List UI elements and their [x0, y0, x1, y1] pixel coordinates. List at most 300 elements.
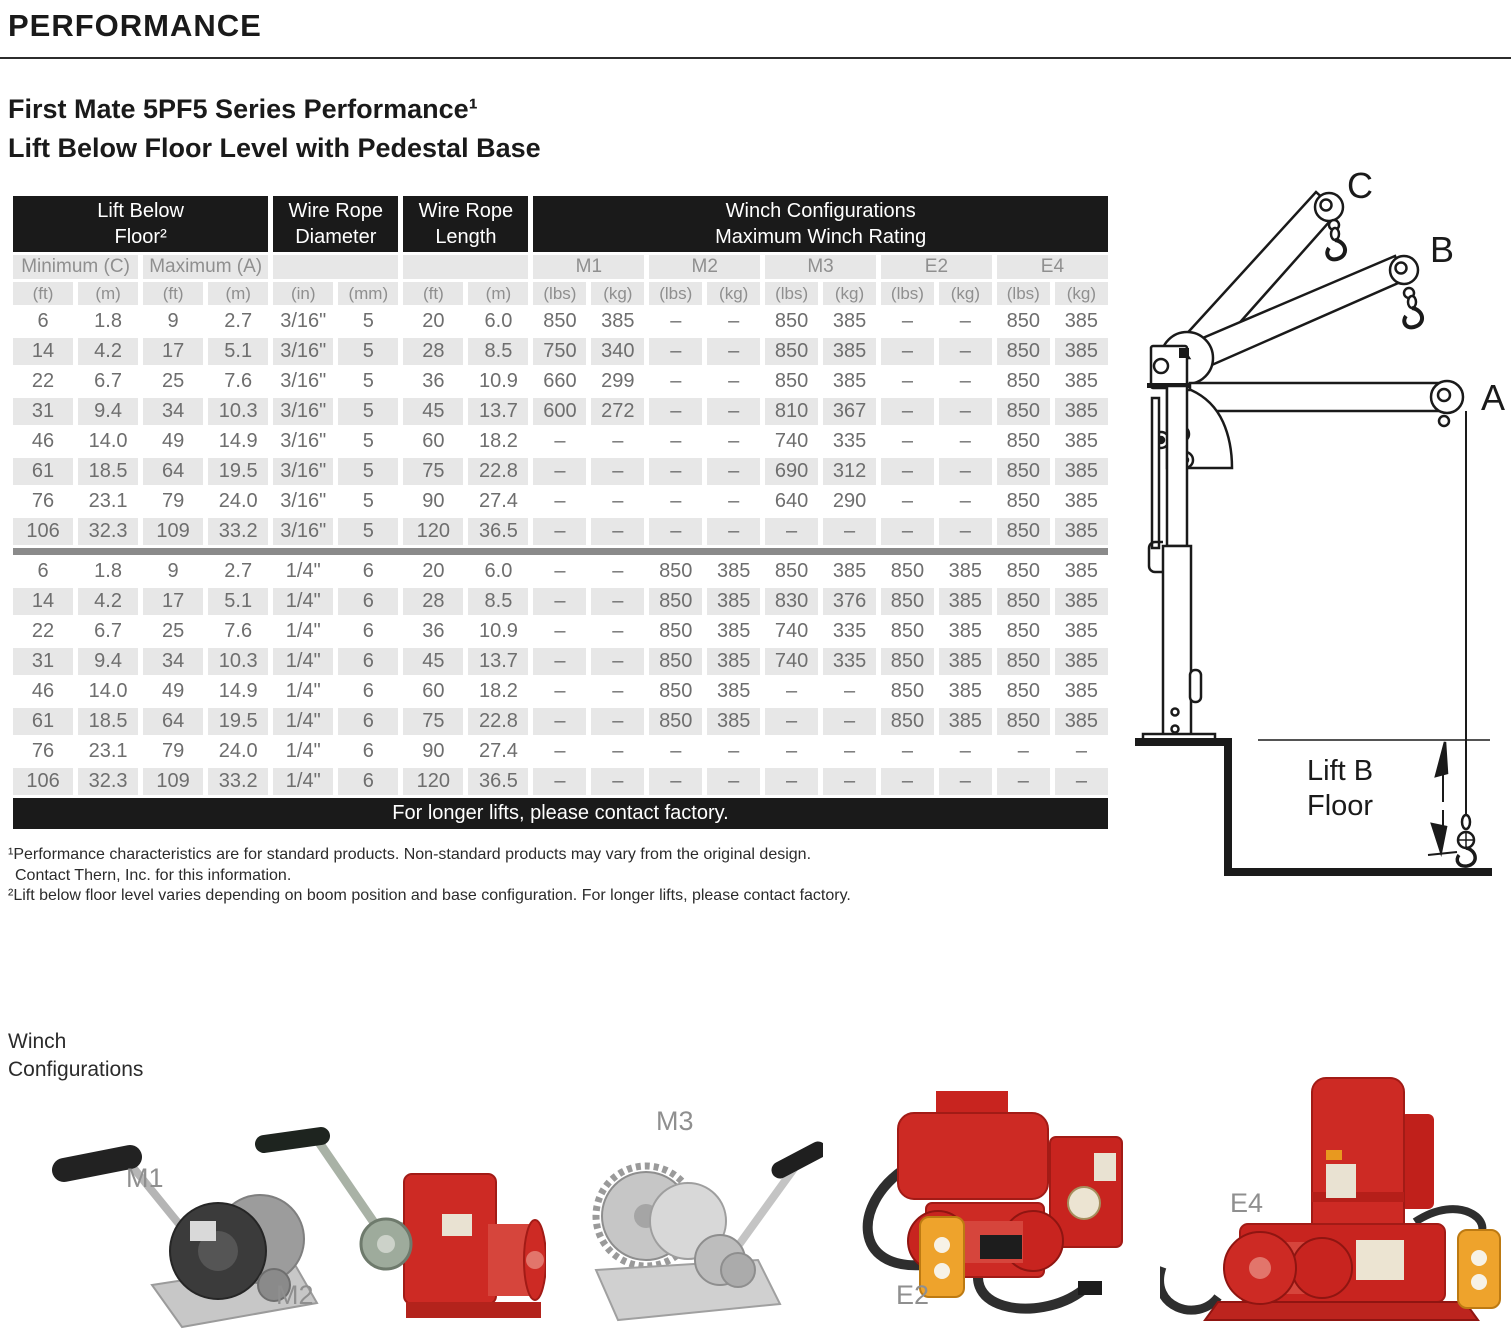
subheader-m2: M2: [649, 255, 760, 279]
table-cell: 3/16": [273, 458, 333, 485]
table-cell: 385: [939, 648, 992, 675]
unit-cell: (lbs): [765, 282, 818, 305]
table-cell: 290: [823, 488, 876, 515]
table-cell: 6.0: [468, 308, 528, 335]
table-row: [13, 338, 1108, 365]
unit-cell: (lbs): [649, 282, 702, 305]
subheader-e4: E4: [997, 255, 1108, 279]
table-cell: –: [649, 308, 702, 335]
table-cell: –: [939, 428, 992, 455]
table-cell: –: [649, 768, 702, 795]
table-cell: 36.5: [468, 768, 528, 795]
table-cell: 34: [143, 398, 203, 425]
table-cell: 6: [338, 558, 398, 585]
unit-cell: (lbs): [997, 282, 1050, 305]
table-cell: –: [939, 768, 992, 795]
table-cell: 6: [338, 768, 398, 795]
table-cell: 5: [338, 398, 398, 425]
table-cell: 1.8: [78, 558, 138, 585]
table-cell: 60: [403, 678, 463, 705]
table-cell: 850: [997, 618, 1050, 645]
table-cell: –: [649, 488, 702, 515]
table-cell: 385: [707, 648, 760, 675]
unit-cell: (kg): [1055, 282, 1108, 305]
table-cell: 5: [338, 518, 398, 545]
boom-a: [1190, 383, 1448, 411]
table-cell: 385: [939, 618, 992, 645]
table-cell: 385: [823, 558, 876, 585]
table-cell: 18.2: [468, 428, 528, 455]
table-cell: 810: [765, 398, 818, 425]
table-cell: 76: [13, 738, 73, 765]
table-cell: 23.1: [78, 738, 138, 765]
table-cell: 385: [1055, 518, 1108, 545]
table-cell: –: [765, 678, 818, 705]
footnotes: [8, 845, 851, 907]
table-cell: 750: [533, 338, 586, 365]
subheader-blank: [273, 255, 398, 279]
table-cell: 272: [591, 398, 644, 425]
table-cell: 5: [338, 488, 398, 515]
table-cell: –: [649, 428, 702, 455]
table-cell: 36.5: [468, 518, 528, 545]
table-cell: –: [533, 708, 586, 735]
table-cell: 6: [338, 678, 398, 705]
table-cell: 2.7: [208, 558, 268, 585]
table-cell: 7.6: [208, 618, 268, 645]
table-row: [13, 558, 1108, 585]
table-cell: 90: [403, 738, 463, 765]
table-cell: 60: [403, 428, 463, 455]
table-cell: –: [997, 768, 1050, 795]
table-cell: –: [881, 338, 934, 365]
table-cell: 850: [881, 708, 934, 735]
table-cell: 9.4: [78, 398, 138, 425]
table-cell: –: [1055, 768, 1108, 795]
table-row: [13, 398, 1108, 425]
table-cell: 335: [823, 648, 876, 675]
table-cell: –: [649, 738, 702, 765]
page-title: [8, 90, 541, 168]
table-cell: –: [591, 518, 644, 545]
table-cell: 109: [143, 768, 203, 795]
table-cell: –: [533, 428, 586, 455]
subheader-m1: M1: [533, 255, 644, 279]
table-cell: 49: [143, 428, 203, 455]
table-cell: –: [707, 368, 760, 395]
footnote-1-cont: Contact Thern, Inc. for this information.: [15, 866, 292, 884]
table-cell: 4.2: [78, 588, 138, 615]
table-cell: 6.7: [78, 368, 138, 395]
table-cell: 90: [403, 488, 463, 515]
table-cell: 385: [591, 308, 644, 335]
table-cell: 9.4: [78, 648, 138, 675]
table-cell: 385: [1055, 368, 1108, 395]
table-cell: –: [823, 518, 876, 545]
table-cell: 8.5: [468, 338, 528, 365]
table-cell: 31: [13, 648, 73, 675]
unit-cell: (in): [273, 282, 333, 305]
table-cell: –: [939, 518, 992, 545]
col-group-winch-configurations: Winch Configurations Maximum Winch Rating: [533, 196, 1108, 252]
table-cell: –: [881, 768, 934, 795]
table-cell: 1/4": [273, 588, 333, 615]
table-cell: 335: [823, 618, 876, 645]
table-cell: –: [939, 368, 992, 395]
table-cell: 850: [765, 308, 818, 335]
table-cell: 385: [707, 708, 760, 735]
unit-cell: (ft): [13, 282, 73, 305]
table-cell: 385: [823, 368, 876, 395]
table-cell: –: [707, 488, 760, 515]
table-cell: 385: [1055, 708, 1108, 735]
table-cell: 3/16": [273, 518, 333, 545]
hook-c-icon: [1327, 240, 1345, 259]
table-cell: 385: [707, 678, 760, 705]
table-cell: 10.9: [468, 368, 528, 395]
table-cell: 850: [765, 558, 818, 585]
table-cell: 49: [143, 678, 203, 705]
winch-label-m1: M1: [126, 1163, 164, 1193]
table-cell: 109: [143, 518, 203, 545]
unit-cell: (ft): [403, 282, 463, 305]
table-cell: 335: [823, 428, 876, 455]
table-cell: 850: [997, 398, 1050, 425]
table-cell: 376: [823, 588, 876, 615]
table-cell: 18.5: [78, 458, 138, 485]
table-cell: 6: [13, 308, 73, 335]
table-cell: 385: [1055, 648, 1108, 675]
table-cell: –: [591, 558, 644, 585]
table-cell: –: [939, 338, 992, 365]
table-cell: 22: [13, 618, 73, 645]
col-group-wire-rope-length: Wire Rope Length: [403, 196, 528, 252]
subheader-maximum: Maximum (A): [143, 255, 268, 279]
page-title-line1: First Mate 5PF5 Series Performance¹: [8, 94, 478, 124]
table-cell: 850: [649, 678, 702, 705]
table-cell: 24.0: [208, 738, 268, 765]
header-rule: [0, 57, 1511, 59]
winch-label-e2: E2: [896, 1280, 930, 1310]
table-cell: –: [591, 488, 644, 515]
table-cell: –: [649, 518, 702, 545]
units-row: [13, 282, 1108, 305]
table-cell: –: [881, 518, 934, 545]
table-cell: –: [591, 768, 644, 795]
table-cell: –: [533, 588, 586, 615]
table-cell: 3/16": [273, 428, 333, 455]
table-cell: 79: [143, 488, 203, 515]
table-cell: 850: [649, 588, 702, 615]
table-cell: –: [649, 338, 702, 365]
diagram-note-line2: Floor: [1307, 790, 1374, 822]
table-cell: –: [881, 738, 934, 765]
table-cell: 340: [591, 338, 644, 365]
table-cell: 14.9: [208, 428, 268, 455]
unit-cell: (kg): [591, 282, 644, 305]
table-row: [13, 368, 1108, 395]
table-row: [13, 588, 1108, 615]
table-cell: 690: [765, 458, 818, 485]
table-cell: 850: [997, 308, 1050, 335]
table-cell: 34: [143, 648, 203, 675]
table-cell: 20: [403, 308, 463, 335]
table-cell: 5: [338, 338, 398, 365]
table-cell: –: [881, 398, 934, 425]
table-row: [13, 518, 1108, 545]
table-cell: 385: [823, 308, 876, 335]
table-cell: 385: [823, 338, 876, 365]
table-body: [13, 308, 1108, 795]
unit-cell: (m): [468, 282, 528, 305]
table-cell: 6: [338, 648, 398, 675]
table-cell: –: [707, 768, 760, 795]
table-cell: 27.4: [468, 738, 528, 765]
table-cell: 33.2: [208, 768, 268, 795]
table-cell: 5: [338, 428, 398, 455]
table-cell: –: [881, 368, 934, 395]
table-row: [13, 488, 1108, 515]
table-cell: 740: [765, 618, 818, 645]
mast-upper: [1167, 386, 1187, 546]
footnote-1: ¹Performance characteristics are for standard products. Non-standard products may vary from the original design.: [8, 846, 812, 863]
winch-photo-e4: [1160, 1072, 1511, 1331]
table-cell: 385: [1055, 458, 1108, 485]
table-cell: 14: [13, 588, 73, 615]
table-cell: 25: [143, 368, 203, 395]
table-cell: 850: [997, 368, 1050, 395]
table-cell: 9: [143, 558, 203, 585]
table-cell: 79: [143, 738, 203, 765]
table-cell: 6: [338, 588, 398, 615]
table-cell: –: [823, 678, 876, 705]
table-cell: –: [533, 648, 586, 675]
table-cell: 1/4": [273, 768, 333, 795]
table-cell: 33.2: [208, 518, 268, 545]
table-cell: –: [823, 738, 876, 765]
table-cell: 385: [1055, 488, 1108, 515]
table-row: [13, 738, 1108, 765]
table-cell: 385: [707, 618, 760, 645]
table-cell: 8.5: [468, 588, 528, 615]
table-cell: –: [765, 768, 818, 795]
unit-cell: (m): [208, 282, 268, 305]
table-cell: 4.2: [78, 338, 138, 365]
table-cell: 18.2: [468, 678, 528, 705]
table-cell: –: [591, 738, 644, 765]
table-cell: 600: [533, 398, 586, 425]
table-cell: 17: [143, 338, 203, 365]
table-cell: –: [649, 398, 702, 425]
table-cell: 6.7: [78, 618, 138, 645]
table-cell: 7.6: [208, 368, 268, 395]
table-cell: –: [823, 708, 876, 735]
table-row: [13, 708, 1108, 735]
table-cell: 385: [1055, 338, 1108, 365]
table-row: [13, 458, 1108, 485]
table-cell: 32.3: [78, 768, 138, 795]
table-cell: 385: [939, 708, 992, 735]
winch-label-m2: M2: [276, 1280, 314, 1310]
page-kicker: PERFORMANCE: [8, 8, 262, 43]
table-cell: 1/4": [273, 558, 333, 585]
table-cell: 24.0: [208, 488, 268, 515]
table-cell: 385: [1055, 398, 1108, 425]
table-cell: 76: [13, 488, 73, 515]
col-group-lift-below-floor: Lift Below Floor²: [13, 196, 268, 252]
unit-cell: (kg): [823, 282, 876, 305]
table-cell: 850: [997, 648, 1050, 675]
col-group-wire-rope-diameter: Wire Rope Diameter: [273, 196, 398, 252]
table-cell: 1/4": [273, 678, 333, 705]
table-cell: –: [939, 488, 992, 515]
table-cell: 3/16": [273, 308, 333, 335]
table-cell: –: [591, 458, 644, 485]
table-cell: 23.1: [78, 488, 138, 515]
table-cell: –: [533, 488, 586, 515]
table-cell: 120: [403, 768, 463, 795]
table-cell: –: [533, 618, 586, 645]
table-cell: 6: [13, 558, 73, 585]
table-cell: 1/4": [273, 708, 333, 735]
table-row: [13, 618, 1108, 645]
table-cell: 6: [338, 618, 398, 645]
table-cell: 385: [939, 588, 992, 615]
table-cell: 19.5: [208, 708, 268, 735]
table-cell: 385: [707, 558, 760, 585]
table-cell: –: [881, 488, 934, 515]
unit-cell: (m): [78, 282, 138, 305]
table-cell: 850: [997, 338, 1050, 365]
table-cell: 850: [997, 518, 1050, 545]
table-cell: 1/4": [273, 738, 333, 765]
dimension-arrow-up: [1436, 742, 1447, 776]
table-row: [13, 768, 1108, 795]
table-cell: 385: [707, 588, 760, 615]
table-cell: 20: [403, 558, 463, 585]
group-header-row: [13, 196, 1108, 252]
table-cell: 45: [403, 398, 463, 425]
table-cell: –: [649, 368, 702, 395]
performance-table: [8, 193, 1113, 832]
table-cell: –: [591, 678, 644, 705]
hook-bottom-icon: [1457, 848, 1475, 866]
table-cell: 106: [13, 518, 73, 545]
table-cell: 18.5: [78, 708, 138, 735]
table-cell: –: [997, 738, 1050, 765]
table-cell: 850: [997, 588, 1050, 615]
table-cell: 45: [403, 648, 463, 675]
table-cell: –: [591, 708, 644, 735]
table-cell: 312: [823, 458, 876, 485]
table-cell: –: [1055, 738, 1108, 765]
table-cell: 850: [649, 648, 702, 675]
table-cell: 22.8: [468, 708, 528, 735]
table-cell: 850: [881, 618, 934, 645]
table-cell: 32.3: [78, 518, 138, 545]
subheader-minimum: Minimum (C): [13, 255, 138, 279]
table-cell: 850: [649, 618, 702, 645]
table-cell: 5: [338, 308, 398, 335]
table-cell: –: [533, 768, 586, 795]
table-cell: 850: [649, 708, 702, 735]
table-cell: –: [649, 458, 702, 485]
table-cell: –: [533, 738, 586, 765]
table-cell: 5: [338, 368, 398, 395]
subheader-blank: [403, 255, 528, 279]
winch-label-m3: M3: [656, 1106, 694, 1136]
unit-cell: (lbs): [533, 282, 586, 305]
table-cell: 2.7: [208, 308, 268, 335]
table-cell: 14.0: [78, 678, 138, 705]
subheader-row: [13, 255, 1108, 279]
table-footer-row: [13, 798, 1108, 829]
table-cell: 17: [143, 588, 203, 615]
dimension-arrow-down: [1432, 824, 1446, 852]
unit-cell: (lbs): [881, 282, 934, 305]
table-cell: 25: [143, 618, 203, 645]
boom-label-a: A: [1481, 377, 1506, 418]
table-cell: –: [765, 518, 818, 545]
table-cell: 64: [143, 458, 203, 485]
table-cell: 850: [649, 558, 702, 585]
table-cell: –: [591, 648, 644, 675]
table-cell: –: [707, 428, 760, 455]
footer-note: For longer lifts, please contact factory.: [13, 798, 1108, 829]
unit-cell: (mm): [338, 282, 398, 305]
table-cell: 850: [997, 558, 1050, 585]
table-cell: –: [533, 458, 586, 485]
table-cell: –: [591, 428, 644, 455]
table-cell: 850: [997, 428, 1050, 455]
table-cell: 367: [823, 398, 876, 425]
diagram-note-line1: Lift B: [1307, 755, 1374, 787]
unit-cell: (kg): [939, 282, 992, 305]
table-cell: –: [707, 338, 760, 365]
table-cell: 660: [533, 368, 586, 395]
table-cell: 850: [997, 678, 1050, 705]
winch-photo-m3: [568, 1118, 823, 1331]
table-cell: 61: [13, 708, 73, 735]
mast-lower: [1163, 546, 1191, 736]
table-cell: 22.8: [468, 458, 528, 485]
table-cell: 6: [338, 708, 398, 735]
table-cell: 385: [1055, 308, 1108, 335]
table-cell: –: [939, 738, 992, 765]
table-row: [13, 648, 1108, 675]
table-cell: 385: [1055, 588, 1108, 615]
table-cell: 3/16": [273, 368, 333, 395]
table-cell: 14.0: [78, 428, 138, 455]
table-cell: 385: [939, 558, 992, 585]
section-divider: [13, 548, 1108, 555]
hook-b-icon: [1404, 308, 1422, 327]
table-cell: 120: [403, 518, 463, 545]
table-cell: 22: [13, 368, 73, 395]
table-cell: 10.9: [468, 618, 528, 645]
table-cell: –: [533, 558, 586, 585]
table-row: [13, 678, 1108, 705]
table-cell: 75: [403, 458, 463, 485]
table-cell: –: [765, 738, 818, 765]
table-cell: –: [939, 308, 992, 335]
table-cell: –: [707, 398, 760, 425]
table-cell: 3/16": [273, 398, 333, 425]
table-cell: 64: [143, 708, 203, 735]
table-cell: –: [707, 518, 760, 545]
table-cell: –: [707, 458, 760, 485]
table-cell: 850: [997, 488, 1050, 515]
